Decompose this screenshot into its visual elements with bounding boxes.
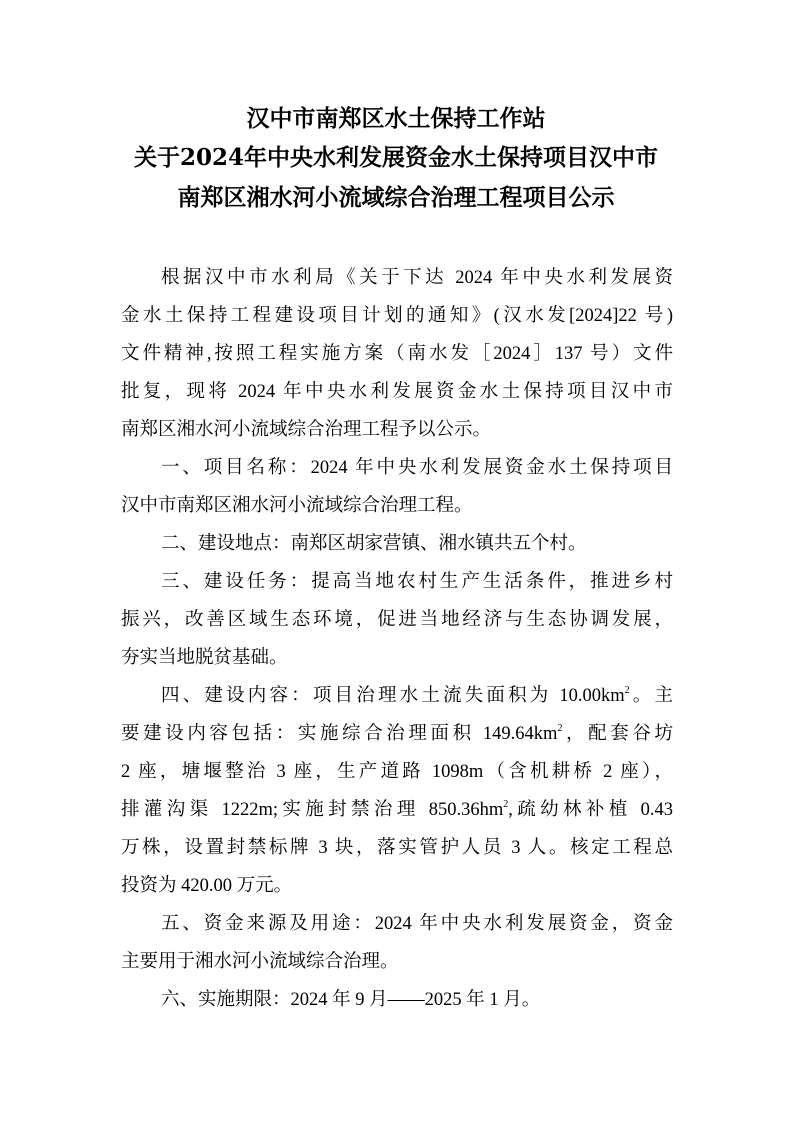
item4-line-4-tail: ,疏幼林补植 0.43 (508, 800, 673, 820)
intro-line-2: 金水土保持工程建设项目计划的通知》(汉水发[2024]22 号) (121, 306, 673, 326)
item4-line-5: 万株，设置封禁标牌 3 块，落实管护人员 3 人。核定工程总 (121, 838, 673, 858)
title-line-3: 南郑区湘水河小流域综合治理工程项目公示 (177, 184, 615, 211)
item2-line-1: 二、建设地点：南郑区胡家营镇、湘水镇共五个村。 (161, 534, 587, 554)
superscript-2: 2 (503, 799, 509, 810)
item4-line-6: 投资为 420.00 万元。 (121, 876, 293, 896)
item1-line-2: 汉中市南郑区湘水河小流域综合治理工程。 (121, 496, 473, 516)
item5-line-2: 主要用于湘水河小流域综合治理。 (121, 952, 399, 972)
item4-line-4 (121, 797, 673, 823)
title-line-2: 关于2024年中央水利发展资金水土保持项目汉中市 (133, 144, 658, 171)
superscript-2: 2 (557, 723, 563, 734)
title-line-1: 汉中市南郑区水土保持工作站 (246, 105, 546, 132)
item6-line-1: 六、实施期限：2024 年 9 月——2025 年 1 月。 (161, 990, 541, 1010)
item4-line-1 (161, 683, 673, 709)
superscript-2: 2 (624, 685, 630, 696)
item4-line-2 (121, 721, 673, 747)
item4-line-1-text: 四、建设内容：项目治理水土流失面积为 10.00km (161, 686, 625, 706)
item3-line-2: 振兴，改善区域生态环境，促进当地经济与生态协调发展， (121, 610, 673, 630)
item4-line-2-tail: ，配套谷坊 (562, 724, 673, 744)
intro-line-4: 批复，现将 2024 年中央水利发展资金水土保持项目汉中市 (121, 382, 673, 402)
item3-line-1: 三、建设任务：提高当地农村生产生活条件，推进乡村 (161, 572, 673, 592)
item5-line-1: 五、资金来源及用途：2024 年中央水利发展资金，资金 (161, 914, 673, 934)
item4-line-3: 2 座，塘堰整治 3 座，生产道路 1098m（含机耕桥 2 座）， (121, 762, 673, 782)
item4-line-2-text: 要建设内容包括：实施综合治理面积 149.64km (121, 724, 558, 744)
item1-line-1: 一、项目名称：2024 年中央水利发展资金水土保持项目 (161, 458, 673, 478)
intro-line-1: 根据汉中市水利局《关于下达 2024 年中央水利发展资 (161, 268, 673, 288)
item3-line-3: 夯实当地脱贫基础。 (121, 648, 288, 668)
intro-line-3: 文件精神,按照工程实施方案（南水发［2024］137 号）文件 (121, 344, 673, 364)
intro-line-5: 南郑区湘水河小流域综合治理工程予以公示。 (121, 420, 492, 440)
item4-line-4-text: 排灌沟渠 1222m;实施封禁治理 850.36hm (121, 800, 504, 820)
item4-line-1-tail: 。主 (629, 686, 673, 706)
